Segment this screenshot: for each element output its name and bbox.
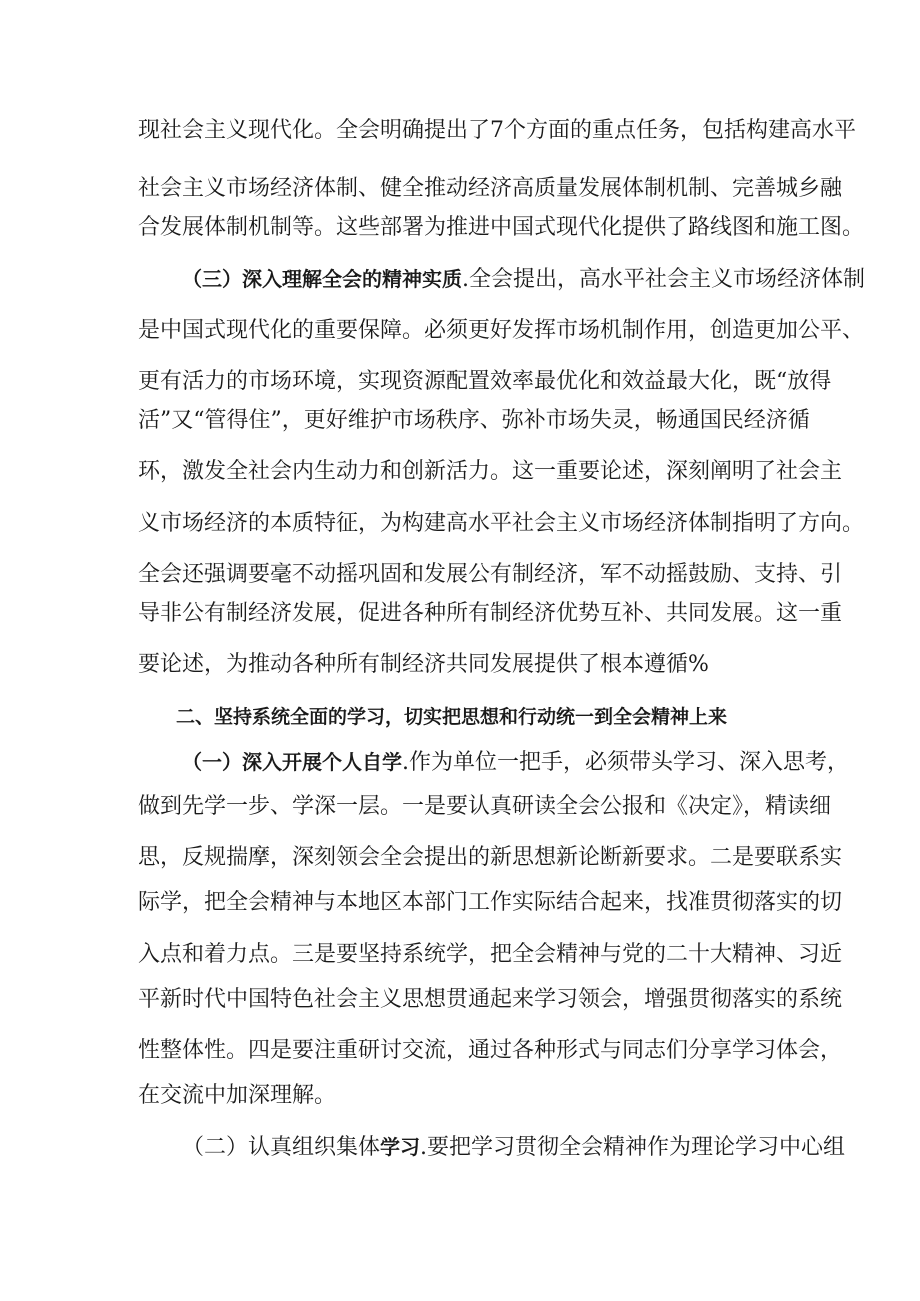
subsection-title: （二）认真组织集体: [182, 1135, 381, 1160]
paragraph-line: 性整体性。四是要注重研讨交流，通过各种形式与同志们分享学习体会，: [138, 1038, 843, 1063]
paragraph-text: .要把学习贯彻全会精神作为理论学习中心组: [420, 1135, 846, 1160]
paragraph-line: 要论述，为推动各种所有制经济共同发展提供了根本遵循%: [138, 652, 709, 677]
paragraph-line: 活”又“管得住”，更好维护市场秩序、弥补市场失灵，畅通国民经济循: [138, 408, 810, 433]
paragraph-line: 在交流中加深理解。: [138, 1083, 337, 1108]
paragraph-line: 全会还强调要毫不动摇巩固和发展公有制经济，军不动摇鼓励、支持、引: [138, 562, 843, 587]
paragraph-text: .全会提出，高水平社会主义市场经济体制: [462, 267, 865, 292]
paragraph-first-line: [182, 1132, 845, 1163]
paragraph-line: 际学，把全会精神与本地区本部门工作实际结合起来，找准贯彻落实的切: [138, 890, 843, 915]
paragraph-line: 义市场经济的本质特征，为构建高水平社会主义市场经济体制指明了方向。: [138, 511, 865, 536]
paragraph-line: 导非公有制经济发展，促进各种所有制经济优势互补、共同发展。这一重: [138, 601, 843, 626]
paragraph-text: .作为单位一把手，必须带头学习、深入思考，: [402, 750, 849, 775]
subsection-title: （一）深入开展个人自学: [182, 750, 402, 774]
paragraph-line: 更有活力的市场环境，实现资源配置效率最优化和效益最大化，既“放得: [138, 369, 832, 394]
paragraph-line: 平新时代中国特色社会主义思想贯通起来学习领会，增强贯彻落实的系统: [138, 987, 843, 1012]
paragraph-line: 是中国式现代化的重要保障。必须更好发挥市场机制作用，创造更加公平、: [138, 318, 865, 343]
paragraph-line: 环，激发全社会内生动力和创新活力。这一重要论述，深刻阐明了社会主: [138, 459, 843, 484]
section-heading: 二、坚持系统全面的学习，切实把思想和行动统一到全会精神上来: [176, 706, 728, 728]
paragraph-line: 社会主义市场经济体制、健全推动经济高质量发展体制机制、完善城乡融: [138, 176, 843, 201]
subsection-title: （三）深入理解全会的精神实质: [182, 267, 462, 291]
paragraph-line: 合发展体制机制等。这些部署为推进中国式现代化提供了路线图和施工图。: [138, 215, 865, 240]
paragraph-line: 现社会主义现代化。全会明确提出了7个方面的重点任务，包括构建高水平: [138, 118, 856, 143]
paragraph-first-line: [182, 747, 849, 778]
subsection-title-emphasis: 学习: [380, 1135, 421, 1159]
paragraph-line: 思，反规揣摩，深刻领会全会提出的新思想新论断新要求。二是要联系实: [138, 845, 843, 870]
paragraph-first-line: [182, 264, 865, 295]
paragraph-line: 入点和着力点。三是要坚持系统学，把全会精神与党的二十大精神、习近: [138, 942, 843, 967]
paragraph-line: 做到先学一步、学深一层。一是要认真研读全会公报和《决定》，精读细: [138, 794, 832, 819]
